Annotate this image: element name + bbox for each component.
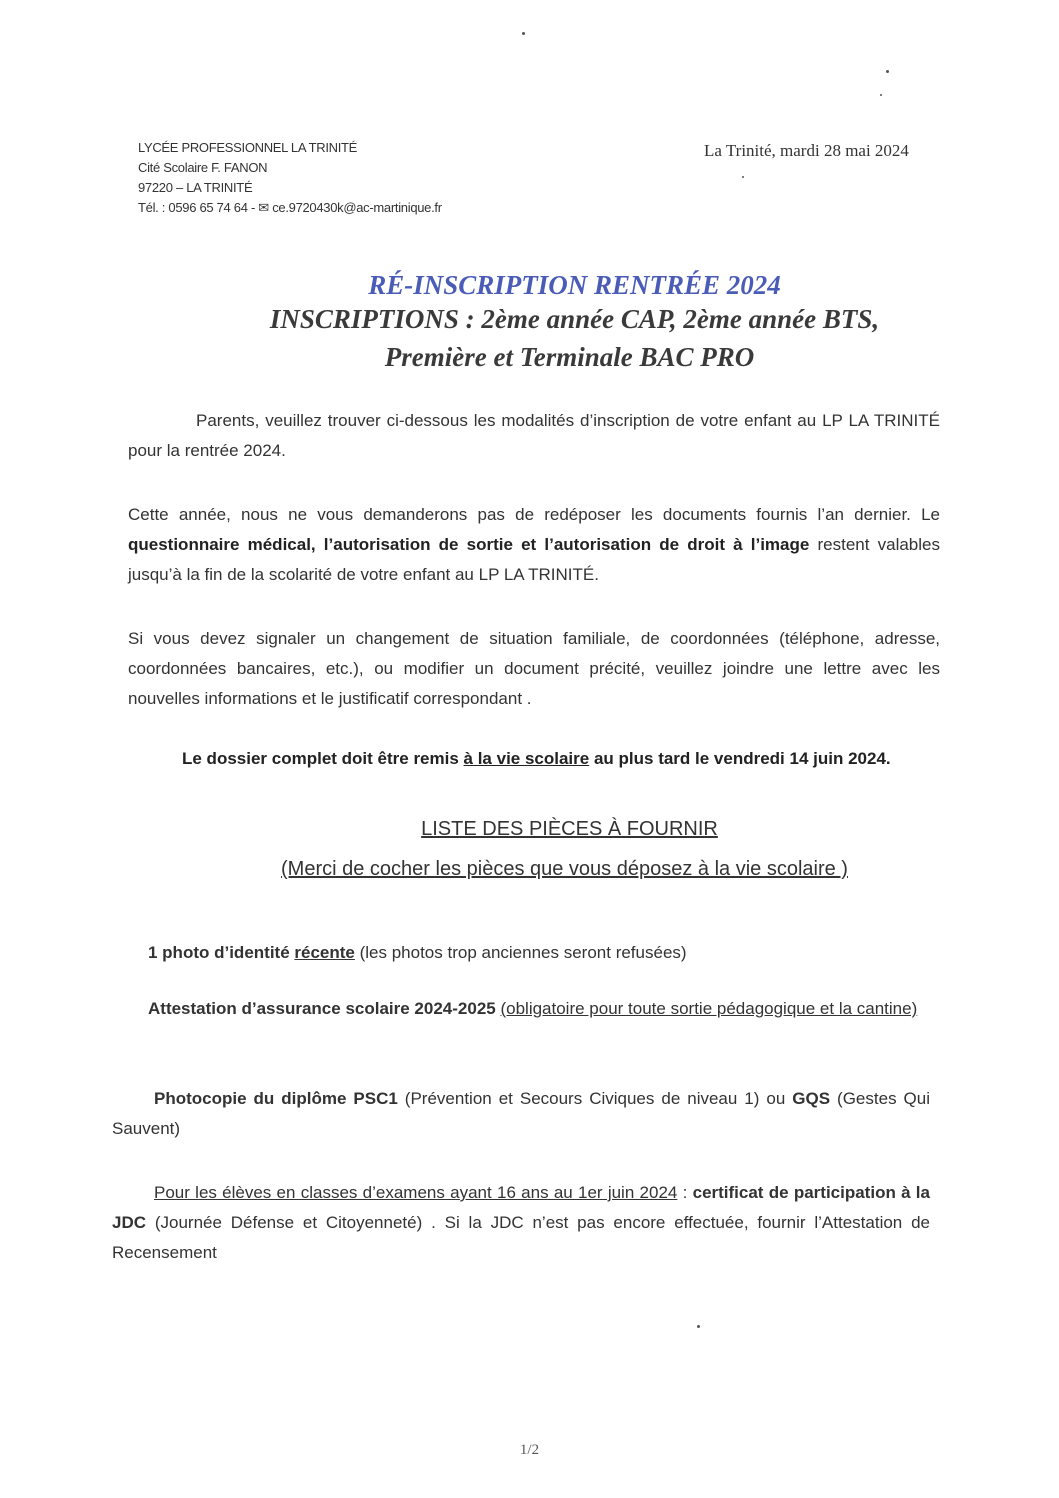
deadline-text-c: au plus tard le vendredi 14 juin 2024. — [589, 749, 891, 768]
scan-speck — [522, 32, 525, 35]
item2-text-underlined: (obligatoire pour toute sortie pédagogique et la cantine) — [500, 999, 918, 1018]
documents-text-a: Cette année, nous ne vous demanderons pas de redéposer les documents fournis l’an dernier. Le — [128, 505, 940, 524]
scan-speck — [697, 1325, 700, 1328]
scan-speck — [742, 176, 744, 178]
intro-paragraph: Parents, veuillez trouver ci-dessous les modalités d’inscription de votre enfant au LP LA TRINITÉ pour la rentrée 2024. — [128, 411, 940, 460]
list-item — [112, 994, 930, 1024]
school-contact: Tél. : 0596 65 74 64 - ✉ ce.9720430k@ac-martinique.fr — [138, 200, 442, 215]
item1-text-underlined: récente — [294, 943, 355, 962]
item4-text-d: (Journée Défense et Citoyenneté) . Si la JDC n’est pas encore effectuée, fournir l’Attestation de Recensement — [112, 1213, 930, 1262]
documents-paragraph — [128, 500, 940, 590]
item1-text-c: (les photos trop anciennes seront refusées) — [354, 943, 687, 962]
item3-text-a: Photocopie du diplôme PSC1 — [154, 1089, 398, 1108]
item3-text-c: GQS — [792, 1089, 831, 1108]
scan-speck — [880, 94, 882, 96]
item2-text-a: Attestation d’assurance scolaire 2024-2025 — [148, 999, 496, 1018]
school-site: Cité Scolaire F. FANON — [138, 160, 268, 175]
list-subheading: (Merci de cocher les pièces que vous déposez à la vie scolaire ) — [281, 858, 848, 880]
school-address-block — [138, 138, 442, 218]
list-item — [148, 938, 966, 968]
list-item — [112, 1084, 930, 1144]
change-paragraph: Si vous devez signaler un changement de situation familiale, de coordonnées (téléphone, adresse, coordonnées bancaires, etc.), ou modifier un document précité, veuillez joindre une lettre avec les nouvelles informations et le justificatif correspondant . — [128, 629, 940, 708]
item4-text-underlined: Pour les élèves en classes d’examens ayant 16 ans au 1er juin 2024 — [154, 1183, 678, 1202]
documents-text-c: restent valables jusqu’à la fin de la scolarité de votre enfant au LP LA TRINITÉ. — [128, 535, 940, 584]
title-line-3: Première et Terminale BAC PRO — [384, 342, 755, 372]
school-city: 97220 – LA TRINITÉ — [138, 180, 253, 195]
scan-speck — [886, 70, 889, 73]
documents-text-bold: questionnaire médical, l’autorisation de sortie et l’autorisation de droit à l’image — [128, 535, 810, 554]
deadline-paragraph — [114, 744, 940, 774]
deadline-text-underlined: à la vie scolaire — [463, 749, 590, 768]
item4-text-bold: certificat de participation à la JDC — [112, 1183, 930, 1232]
item4-text-b: : — [677, 1183, 693, 1202]
letter-date: La Trinité, mardi 28 mai 2024 — [704, 141, 909, 160]
deadline-text-a: Le dossier complet doit être remis — [182, 749, 464, 768]
page-number: 1/2 — [519, 1442, 540, 1458]
list-item — [112, 1178, 930, 1268]
school-name: LYCÉE PROFESSIONNEL LA TRINITÉ — [138, 140, 358, 155]
title-line-1: RÉ-INSCRIPTION RENTRÉE 2024 — [368, 270, 781, 300]
item3-text-b: (Prévention et Secours Civiques de niveau 1) ou — [397, 1089, 793, 1108]
title-line-2: INSCRIPTIONS : 2ème année CAP, 2ème année BTS, — [269, 304, 880, 334]
list-heading: LISTE DES PIÈCES À FOURNIR — [421, 818, 718, 840]
item1-text-a: 1 photo d’identité — [148, 943, 295, 962]
item3-text-d: (Gestes Qui Sauvent) — [112, 1089, 930, 1138]
